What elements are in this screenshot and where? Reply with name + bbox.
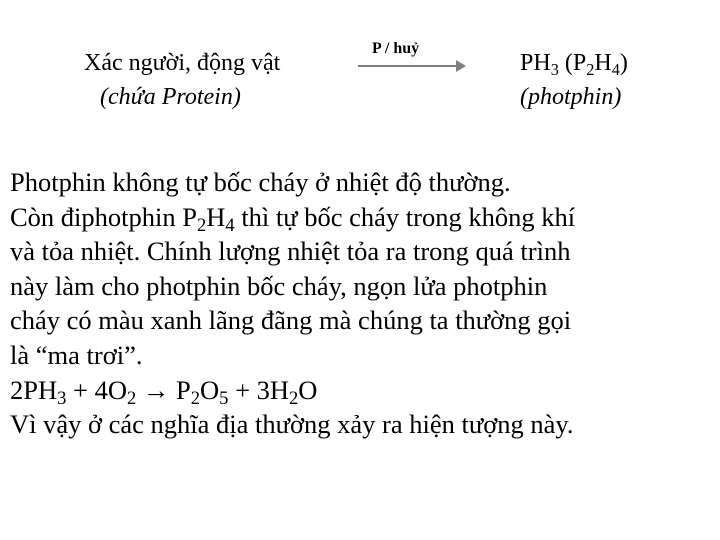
combustion-equation: 2PH3 + 4O2 → P2O5 + 3H2O (10, 374, 318, 409)
product-formula: $PH_3$ $(P_2H_4)$ (520, 50, 628, 79)
paragraph-line: là “ma trơi”. (10, 339, 143, 370)
product-name: (photphin) (520, 84, 622, 110)
reaction-condition: P / huỷ (372, 40, 420, 57)
reactant-label: Xác người, động vật (84, 50, 281, 76)
reactant-note: (chứa Protein) (100, 84, 241, 110)
paragraph-line: Vì vậy ở các nghĩa địa thường xảy ra hiện tượng này. (10, 409, 574, 440)
paragraph-line: Còn điphotphin P2H4 thì tự bốc cháy trong không khí (10, 201, 576, 236)
paragraph-line: này làm cho photphin bốc cháy, ngọn lửa photphin (10, 270, 548, 301)
paragraph-line: cháy có màu xanh lãng đãng mà chúng ta thường gọi (10, 305, 572, 336)
explanation-paragraph (10, 165, 716, 442)
reaction-arrow-icon (356, 56, 468, 76)
paragraph-line: Photphin không tự bốc cháy ở nhiệt độ thường. (10, 167, 511, 197)
paragraph-line: và tỏa nhiệt. Chính lượng nhiệt tỏa ra trong quá trình (10, 236, 571, 267)
